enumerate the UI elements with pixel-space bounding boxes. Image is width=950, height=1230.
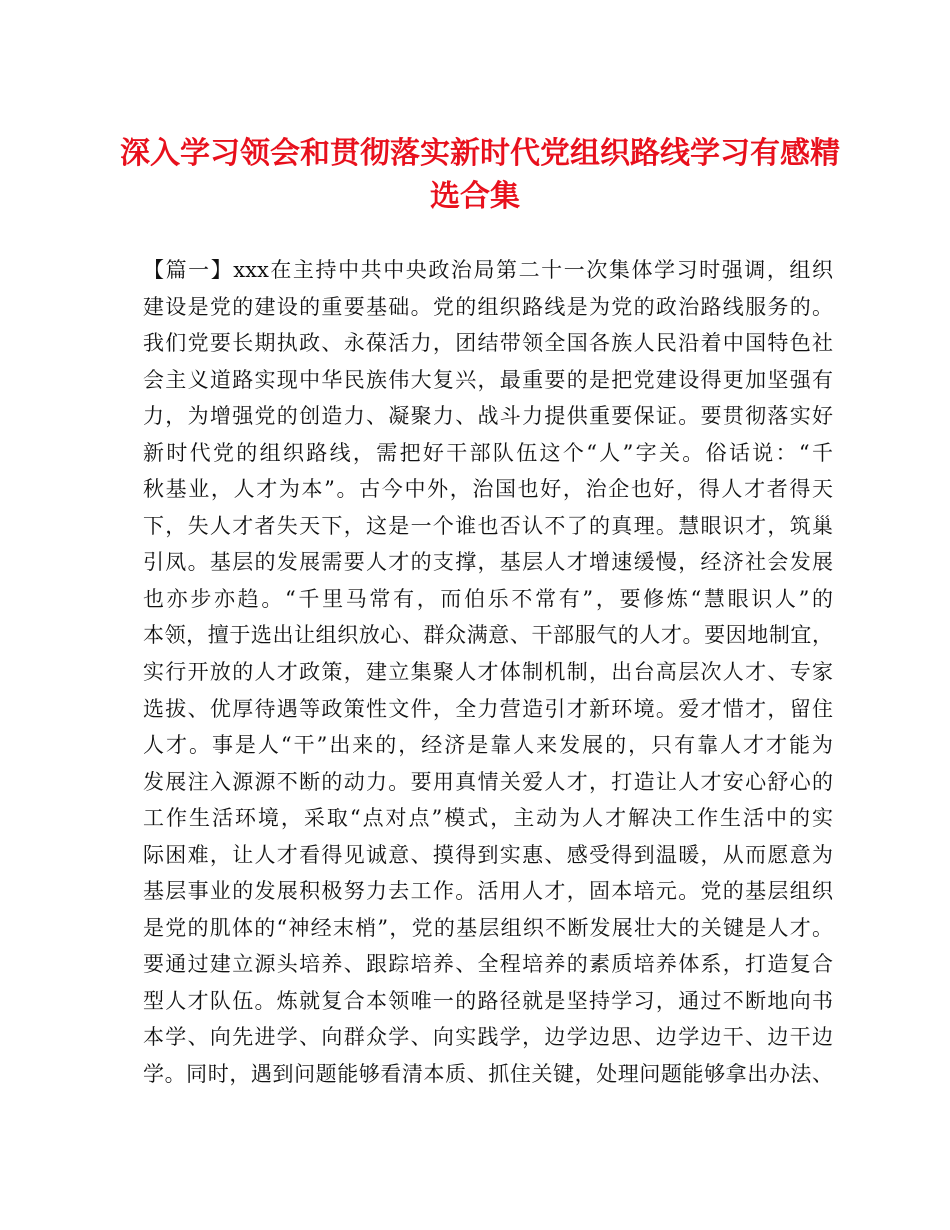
- body-line: 工作生活环境，采取“点对点”模式，主动为人才解决工作生活中的实: [143, 806, 833, 831]
- body-line: 力，为增强党的创造力、凝聚力、战斗力提供重要保证。要贯彻落实好: [143, 404, 833, 429]
- body-line: 本学、向先进学、向群众学、向实践学，边学边思、边学边干、边干边: [143, 1025, 833, 1050]
- body-line: 【篇一】xxx在主持中共中央政治局第二十一次集体学习时强调，组织: [143, 258, 833, 282]
- body-line: 学。同时，遇到问题能够看清本质、抓住关键，处理问题能够拿出办法、: [143, 1062, 833, 1087]
- body-line: 引凤。基层的发展需要人才的支撑，基层人才增速缓慢，经济社会发展: [143, 550, 833, 575]
- body-line: 型人才队伍。炼就复合本领唯一的路径就是坚持学习，通过不断地向书: [143, 988, 833, 1013]
- body-line: 本领，擅于选出让组织放心、群众满意、干部服气的人才。要因地制宜，: [143, 623, 833, 648]
- body-line: 建设是党的建设的重要基础。党的组织路线是为党的政治路线服务的。: [143, 294, 833, 319]
- body-line: 人才。事是人“干”出来的，经济是靠人来发展的，只有靠人才才能为: [143, 733, 833, 758]
- body-line: 会主义道路实现中华民族伟大复兴，最重要的是把党建设得更加坚强有: [143, 367, 833, 392]
- body-line: 实行开放的人才政策，建立集聚人才体制机制，出台高层次人才、专家: [143, 660, 833, 685]
- body-line: 是党的肌体的“神经末梢”，党的基层组织不断发展壮大的关键是人才。: [143, 915, 833, 940]
- document-title-line-1: 深入学习领会和贯彻落实新时代党组织路线学习有感精: [120, 136, 840, 171]
- body-line: 际困难，让人才看得见诚意、摸得到实惠、感受得到温暖，从而愿意为: [143, 842, 833, 867]
- body-line: 也亦步亦趋。“千里马常有，而伯乐不常有”，要修炼“慧眼识人”的: [143, 586, 833, 611]
- body-line: 秋基业，人才为本”。古今中外，治国也好，治企也好，得人才者得天: [143, 477, 833, 502]
- document-title-line-2: 选合集: [430, 179, 520, 214]
- body-line: 新时代党的组织路线，需把好干部队伍这个“人”字关。俗话说：“千: [143, 440, 833, 465]
- document-body: [143, 252, 833, 1093]
- body-line: 基层事业的发展积极努力去工作。活用人才，固本培元。党的基层组织: [143, 879, 833, 904]
- body-line: 发展注入源源不断的动力。要用真情关爱人才，打造让人才安心舒心的: [143, 769, 833, 794]
- body-line: 下，失人才者失天下，这是一个谁也否认不了的真理。慧眼识才，筑巢: [143, 513, 833, 538]
- body-line: 我们党要长期执政、永葆活力，团结带领全国各族人民沿着中国特色社: [143, 331, 833, 356]
- body-line: 要通过建立源头培养、跟踪培养、全程培养的素质培养体系，打造复合: [143, 952, 833, 977]
- body-line: 选拔、优厚待遇等政策性文件，全力营造引才新环境。爱才惜才，留住: [143, 696, 833, 721]
